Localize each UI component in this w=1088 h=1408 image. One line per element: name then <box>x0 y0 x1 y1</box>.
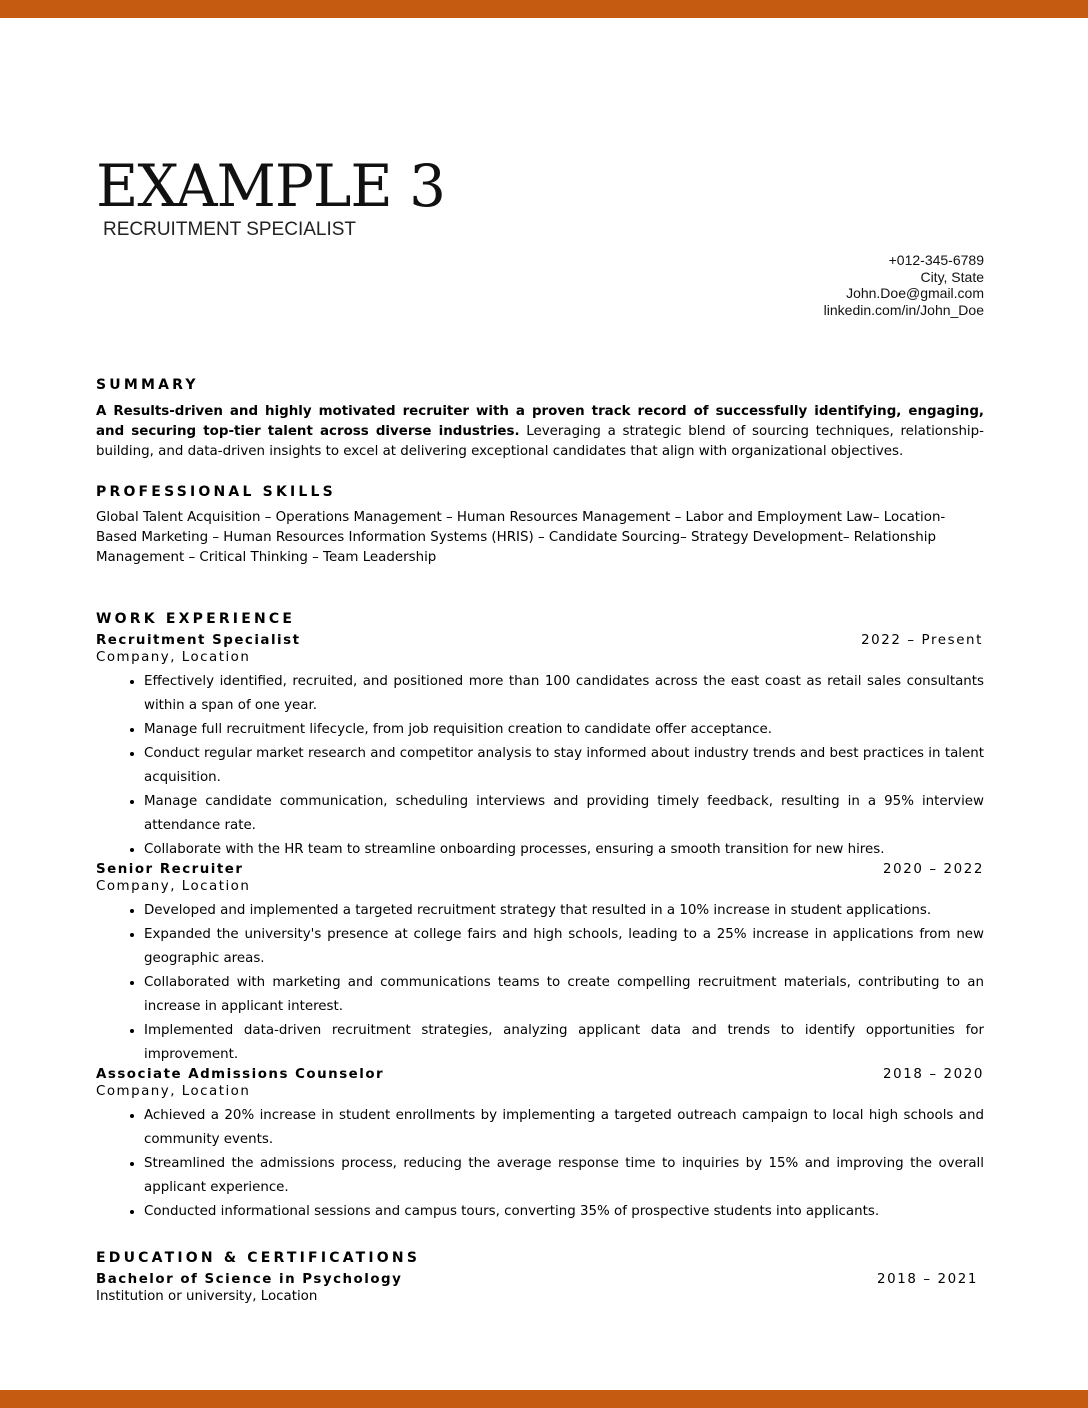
list-item: • Conducted informational sessions and campus tours, converting 35% of prospective students into applicants. <box>144 1200 984 1224</box>
education-section <box>96 1250 984 1307</box>
job-bullets <box>96 670 984 862</box>
skills-heading: PROFESSIONAL SKILLS <box>96 484 336 500</box>
skills-text: Global Talent Acquisition – Operations Management – Human Resources Management – Labor and Employment Law– Location-Based Marketing – Human Resources Information Systems (HRIS) – Candidate Sourcing– Strategy Development– Relationship Management – Critical Thinking – Team Leadership <box>96 510 946 565</box>
list-item: • Conduct regular market research and competitor analysis to stay informed about industry trends and best practices in talent acquisition. <box>144 742 984 790</box>
list-item: • Developed and implemented a targeted recruitment strategy that resulted in a 10% increase in student applications. <box>144 899 984 923</box>
education-degree: Bachelor of Science in Psychology <box>96 1272 403 1287</box>
summary-body-text: Leveraging a strategic blend of sourcing techniques, relationship-building, and data-driven insights to excel at delivering exceptional candidates that align with organizational objectives. <box>96 424 984 459</box>
job-title: Recruitment Specialist <box>96 633 301 648</box>
list-item: • Achieved a 20% increase in student enrollments by implementing a targeted outreach campaign to local high schools and community events. <box>144 1104 984 1152</box>
list-item: • Manage candidate communication, scheduling interviews and providing timely feedback, resulting in a 95% interview attendance rate. <box>144 790 984 838</box>
job-title: Senior Recruiter <box>96 862 244 877</box>
list-item: • Streamlined the admissions process, reducing the average response time to inquiries by 15% and improving the overall applicant experience. <box>144 1152 984 1200</box>
job-dates: 2022 – Present <box>861 633 983 648</box>
job-dates: 2020 – 2022 <box>883 862 984 877</box>
list-item: • Implemented data-driven recruitment strategies, analyzing applicant data and trends to identify opportunities for improvement. <box>144 1019 984 1067</box>
summary-text <box>96 402 984 462</box>
candidate-name: EXAMPLE 3 <box>96 152 446 220</box>
education-institution: Institution or university, Location <box>96 1289 318 1304</box>
contact-email[interactable]: John.Doe@gmail.com <box>846 285 984 301</box>
contact-phone: +012-345-6789 <box>888 252 984 268</box>
experience-section <box>96 611 984 1224</box>
job-header <box>96 1067 984 1082</box>
job-bullets <box>96 899 984 1067</box>
job-dates: 2018 – 2020 <box>883 1067 984 1082</box>
list-item: • Collaborate with the HR team to streamline onboarding processes, ensuring a smooth transition for new hires. <box>144 838 984 862</box>
job-entry <box>96 1067 984 1224</box>
job-bullets <box>96 1104 984 1224</box>
job-title: Associate Admissions Counselor <box>96 1067 385 1082</box>
summary-bold-text: A Results-driven and highly motivated recruiter with a proven track record of successfully identifying, engaging, and securing top-tier talent across diverse industries. <box>96 404 984 439</box>
bottom-accent-bar <box>0 1390 1088 1408</box>
education-dates: 2018 – 2021 <box>877 1272 978 1287</box>
job-entry <box>96 862 984 1067</box>
list-item: • Collaborated with marketing and communications teams to create compelling recruitment materials, contributing to an increase in applicant interest. <box>144 971 984 1019</box>
job-header <box>96 862 984 877</box>
summary-section <box>96 377 984 462</box>
job-company: Company, Location <box>96 650 251 665</box>
top-accent-bar <box>0 0 1088 18</box>
summary-heading: SUMMARY <box>96 377 199 393</box>
contact-location: City, State <box>920 268 984 285</box>
job-company: Company, Location <box>96 879 251 894</box>
skills-section <box>96 484 984 568</box>
education-header <box>96 1272 978 1287</box>
experience-heading: WORK EXPERIENCE <box>96 611 296 627</box>
job-company: Company, Location <box>96 1084 251 1099</box>
education-heading: EDUCATION & CERTIFICATIONS <box>96 1250 421 1266</box>
list-item: • Manage full recruitment lifecycle, from job requisition creation to candidate offer acceptance. <box>144 718 984 742</box>
candidate-title: RECRUITMENT SPECIALIST <box>103 219 357 240</box>
list-item: • Expanded the university's presence at college fairs and high schools, leading to a 25% increase in applications from new geographic areas. <box>144 923 984 971</box>
job-header <box>96 633 983 648</box>
contact-block <box>824 252 984 318</box>
contact-linkedin[interactable]: linkedin.com/in/John_Doe <box>823 301 984 318</box>
job-entry <box>96 633 984 862</box>
list-item: • Effectively identified, recruited, and positioned more than 100 candidates across the east coast as retail sales consultants within a span of one year. <box>144 670 984 718</box>
